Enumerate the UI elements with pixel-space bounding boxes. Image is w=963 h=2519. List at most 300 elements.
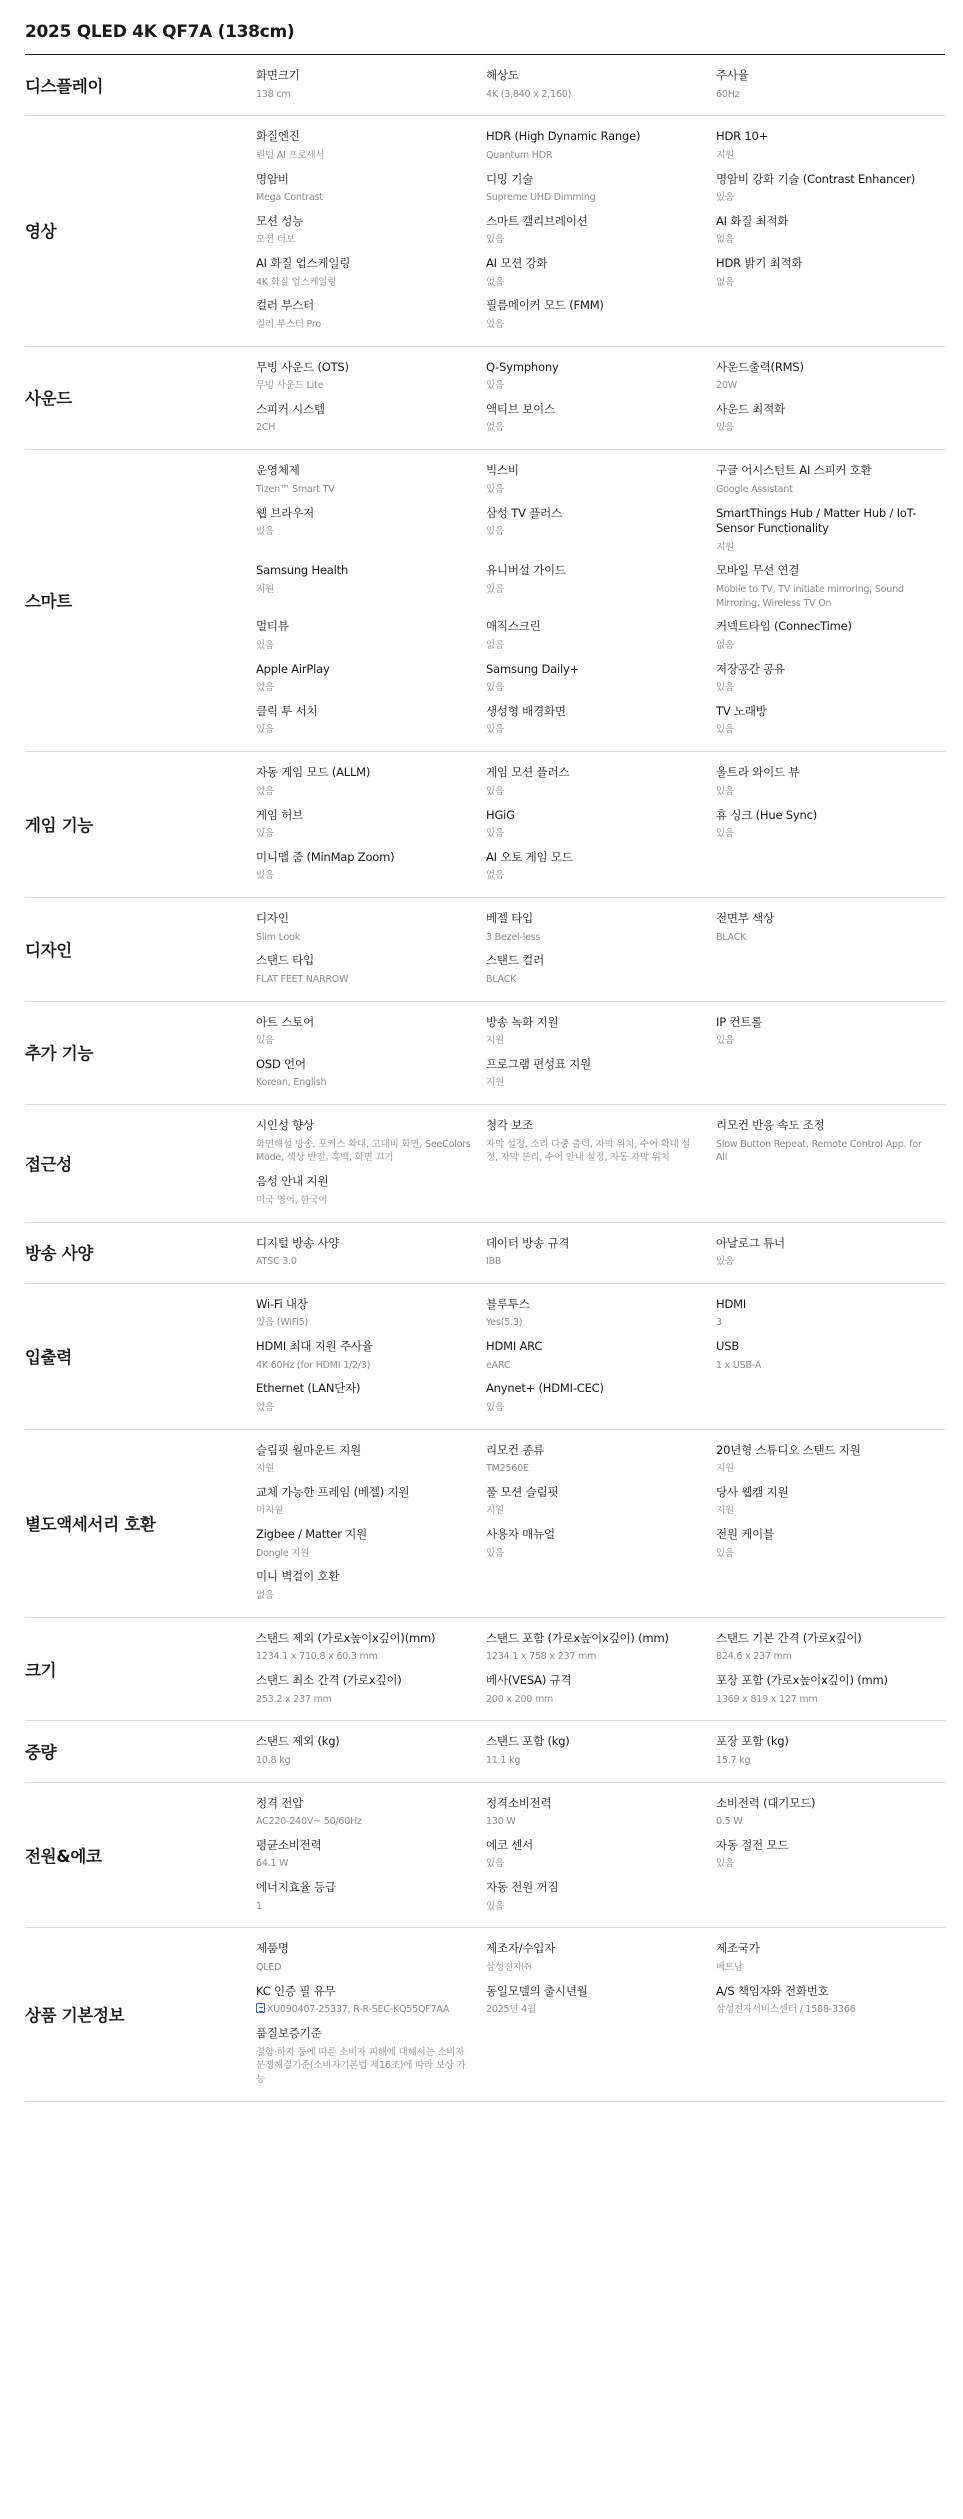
spec-label: 품질보증기준 [256, 2026, 322, 2041]
spec-value: 없음 [256, 1590, 274, 1601]
spec-value: 1234.1 x 758 x 237 mm [486, 1651, 597, 1663]
spec-item [486, 619, 716, 652]
spec-label: 자동 절전 모드 [716, 1837, 789, 1852]
spec-item [256, 1796, 486, 1829]
spec-value: 없음 [716, 639, 734, 651]
spec-item [486, 1339, 716, 1372]
spec-label: 무빙 사운드 (OTS) [256, 359, 349, 374]
spec-label: 자동 게임 모드 (ALLM) [256, 765, 371, 780]
spec-value-text: XU090407-25337, R-R-SEC-KQ55QF7AA [267, 2004, 450, 2016]
spec-value: 있음 [256, 724, 274, 736]
spec-item [716, 1485, 946, 1518]
spec-value: BLACK [716, 931, 747, 943]
spec-label: 아트 스토어 [256, 1014, 314, 1029]
spec-grid [256, 1015, 946, 1091]
spec-item [716, 68, 946, 101]
spec-grid [256, 1734, 946, 1767]
spec-item [486, 911, 716, 944]
spec-section [25, 752, 945, 898]
spec-value: Quantum HDR [486, 149, 553, 161]
spec-label: TV 노래방 [716, 703, 767, 718]
spec-section [25, 1430, 945, 1618]
spec-value: 200 x 200 mm [486, 1693, 554, 1705]
spec-label: 컬러 부스터 [256, 298, 314, 313]
spec-label: 데이터 방송 규격 [486, 1235, 570, 1250]
spec-item [256, 1236, 486, 1269]
spec-section [25, 1002, 945, 1106]
spec-item [486, 1443, 716, 1476]
spec-item [716, 1118, 946, 1165]
spec-item [716, 563, 946, 610]
spec-item [716, 765, 946, 798]
spec-value: 없음 [486, 276, 504, 288]
spec-label: 필름메이커 모드 (FMM) [486, 298, 604, 313]
spec-value: 지원 [716, 149, 734, 161]
spec-value: 2025년 4월 [486, 2004, 536, 2016]
section-title: 전원&에코 [25, 1846, 102, 1866]
spec-value: 있음 [256, 785, 274, 797]
spec-item [486, 214, 716, 247]
spec-section [25, 347, 945, 451]
spec-label: 제조국가 [716, 1941, 760, 1956]
spec-item [486, 1015, 716, 1048]
spec-label: 프로그램 편성표 지원 [486, 1056, 592, 1071]
spec-item [256, 1339, 486, 1372]
spec-value: 지원 [716, 1505, 734, 1517]
spec-label: 디지털 방송 사양 [256, 1235, 340, 1250]
spec-item [716, 256, 946, 289]
spec-value: 없음 [486, 870, 504, 882]
spec-value: QLED [256, 1961, 282, 1973]
spec-value: 있음 [486, 380, 504, 392]
spec-item [256, 1118, 486, 1165]
spec-label: 제품명 [256, 1941, 289, 1956]
spec-label: 정격 전압 [256, 1795, 304, 1810]
section-title: 접근성 [25, 1154, 72, 1174]
spec-item [486, 1984, 716, 2017]
spec-label: 제조자/수입자 [486, 1941, 556, 1956]
spec-value: ATSC 3.0 [256, 1256, 297, 1268]
spec-item [486, 953, 716, 986]
spec-grid [256, 1297, 946, 1415]
spec-label: 풀 모션 슬림핏 [486, 1484, 559, 1499]
spec-label: 동일모델의 출시년월 [486, 1983, 588, 1998]
spec-section [25, 1284, 945, 1430]
spec-item [256, 172, 486, 205]
spec-value: 있음 (WiFi5) [256, 1317, 309, 1329]
spec-value: 있음 [486, 828, 504, 840]
spec-label: 미니맵 줌 (MinMap Zoom) [256, 849, 395, 864]
spec-item [256, 1527, 486, 1560]
spec-value: 지원 [486, 1035, 504, 1047]
spec-section [25, 1721, 945, 1782]
spec-item [256, 619, 486, 652]
spec-item [486, 808, 716, 841]
spec-value: IBB [486, 1256, 502, 1268]
spec-value: 있음 [256, 639, 274, 651]
spec-value: 2CH [256, 422, 276, 434]
spec-value: 있음 [716, 724, 734, 736]
section-title: 중량 [25, 1742, 57, 1762]
spec-item [486, 360, 716, 393]
spec-label: HDR (High Dynamic Range) [486, 129, 641, 144]
spec-label: 화질엔진 [256, 129, 300, 144]
spec-value: 있음 [256, 1401, 274, 1413]
spec-label: 자동 전원 꺼짐 [486, 1880, 559, 1895]
spec-label: 에너지효율 등급 [256, 1880, 336, 1895]
spec-item [716, 1941, 946, 1974]
spec-item [256, 1174, 486, 1207]
spec-section [25, 55, 945, 116]
spec-item [716, 1015, 946, 1048]
spec-item [716, 704, 946, 737]
spec-label: 슬림핏 월마운트 지원 [256, 1442, 362, 1457]
spec-value: Google Assistant [716, 483, 793, 495]
spec-label: 블루투스 [486, 1296, 530, 1311]
spec-label: 게임 모션 플러스 [486, 765, 570, 780]
spec-grid [256, 129, 946, 331]
spec-sections [25, 55, 945, 2102]
spec-item [256, 1734, 486, 1767]
spec-item [256, 1443, 486, 1476]
spec-value: 있음 [716, 682, 734, 694]
spec-label: 유니버설 가이드 [486, 563, 566, 578]
spec-label: 저장공간 공유 [716, 661, 785, 676]
spec-label: 음성 안내 지원 [256, 1174, 329, 1189]
spec-label: 스피커 시스템 [256, 401, 325, 416]
spec-label: 전면부 색상 [716, 911, 774, 926]
spec-item [716, 402, 946, 435]
section-title: 입출력 [25, 1347, 72, 1367]
spec-label: 방송 녹화 지원 [486, 1014, 559, 1029]
spec-label: 교체 가능한 프레임 (베젤) 지원 [256, 1484, 410, 1499]
spec-label: 스탠드 포함 (가로x높이x깊이) (mm) [486, 1630, 669, 1645]
spec-value: 있음 [716, 1547, 734, 1559]
spec-label: HDR 10+ [716, 129, 769, 144]
spec-label: 포장 포함 (kg) [716, 1734, 789, 1749]
spec-label: 명암비 [256, 171, 289, 186]
spec-item [716, 1631, 946, 1664]
spec-label: A/S 책임자와 전화번호 [716, 1983, 829, 1998]
spec-item [716, 662, 946, 695]
spec-item [716, 1339, 946, 1372]
spec-value: Slim Look [256, 931, 301, 943]
section-title: 디자인 [25, 940, 72, 960]
spec-value: 퀀텀 AI 프로세서 [256, 149, 325, 161]
spec-label: 모바일 무선 연결 [716, 563, 800, 578]
spec-item [716, 506, 946, 555]
spec-value: 무빙 사운드 Lite [256, 380, 324, 392]
spec-value: Korean, English [256, 1077, 327, 1089]
spec-label: 스탠드 기본 간격 (가로x깊이) [716, 1630, 862, 1645]
spec-value: 모션 터보 [256, 234, 295, 246]
spec-label: 평균소비전력 [256, 1837, 322, 1852]
spec-item [486, 1734, 716, 1767]
section-title: 영상 [25, 222, 57, 242]
spec-label: 베젤 타입 [486, 911, 534, 926]
spec-label: 디밍 기술 [486, 171, 534, 186]
spec-value: 130 W [486, 1816, 516, 1828]
spec-value: 있음 [486, 785, 504, 797]
spec-value: 있음 [716, 422, 734, 434]
spec-label: 게임 허브 [256, 807, 304, 822]
spec-label: 모션 성능 [256, 213, 304, 228]
section-title: 디스플레이 [25, 76, 104, 96]
spec-value: 화면해설 방송, 포커스 확대, 고대비 화면, SeeColors Mode, 색상 반전, 흑백, 화면 끄기 [256, 1138, 471, 1164]
spec-value: 64.1 W [256, 1858, 289, 1870]
spec-value: 있음 [256, 870, 274, 882]
spec-item [256, 68, 486, 101]
spec-value: 11.1 kg [486, 1754, 521, 1766]
spec-value: 4K 화질 업스케일링 [256, 276, 337, 288]
spec-label: 스탠드 제외 (가로x높이x깊이)(mm) [256, 1630, 436, 1645]
spec-item [716, 1673, 946, 1706]
spec-value: 미국 영어, 한국어 [256, 1194, 328, 1206]
spec-item [716, 1443, 946, 1476]
spec-label: Samsung Health [256, 563, 349, 578]
spec-item [256, 360, 486, 393]
spec-item [256, 1838, 486, 1871]
spec-label: OSD 언어 [256, 1056, 306, 1071]
spec-label: 20년형 스튜디오 스탠드 지원 [716, 1442, 861, 1457]
spec-grid [256, 360, 946, 436]
spec-value: 있음 [486, 1401, 504, 1413]
spec-label: Samsung Daily+ [486, 661, 580, 676]
document-icon [256, 2003, 265, 2013]
spec-item [486, 298, 716, 331]
spec-item [256, 953, 486, 986]
spec-grid [256, 1118, 946, 1207]
section-title: 크기 [25, 1660, 57, 1680]
spec-section [25, 1928, 945, 2101]
spec-label: 스탠드 타입 [256, 953, 314, 968]
spec-item [486, 1118, 716, 1165]
spec-value: AC220-240V~ 50/60Hz [256, 1816, 362, 1828]
spec-item [486, 704, 716, 737]
spec-label: AI 모션 강화 [486, 256, 548, 271]
spec-grid [256, 1941, 946, 2086]
spec-item [256, 765, 486, 798]
spec-value: 60Hz [716, 88, 740, 100]
spec-value: Dongle 지원 [256, 1547, 310, 1559]
spec-value: 없음 [716, 234, 734, 246]
spec-item [716, 360, 946, 393]
spec-item [716, 1527, 946, 1560]
spec-value: 있음 [486, 1547, 504, 1559]
spec-label: IP 컨트롤 [716, 1014, 763, 1029]
spec-value: Slow Button Repeat, Remote Control App. for All [716, 1138, 922, 1164]
spec-section [25, 1618, 945, 1722]
spec-value: 지원 [486, 1505, 504, 1517]
spec-value: 4K 60Hz (for HDMI 1/2/3) [256, 1359, 371, 1371]
spec-value: 베트남 [716, 1961, 743, 1973]
spec-grid [256, 1631, 946, 1707]
spec-item [256, 506, 486, 555]
spec-section [25, 1105, 945, 1222]
spec-item [486, 1297, 716, 1330]
spec-label: Wi-Fi 내장 [256, 1296, 308, 1311]
spec-label: 화면크기 [256, 68, 300, 82]
spec-value: 1 [256, 1900, 262, 1912]
spec-value: 0.5 W [716, 1816, 743, 1828]
spec-item [256, 808, 486, 841]
spec-value: 있음 [486, 583, 504, 595]
spec-label: 사용자 매뉴얼 [486, 1527, 555, 1542]
spec-item [486, 1880, 716, 1913]
spec-section [25, 1223, 945, 1284]
spec-item [256, 129, 486, 162]
spec-value: 없음 [716, 276, 734, 288]
page-title: 2025 QLED 4K QF7A (138cm) [25, 22, 945, 55]
spec-item [486, 765, 716, 798]
spec-item [256, 1485, 486, 1518]
spec-grid [256, 1236, 946, 1269]
spec-label: USB [716, 1339, 740, 1354]
spec-grid [256, 68, 946, 101]
spec-label: 스탠드 최소 간격 (가로x깊이) [256, 1673, 402, 1688]
spec-label: 디자인 [256, 911, 289, 926]
spec-item [716, 1796, 946, 1829]
spec-value: 있음 [716, 1035, 734, 1047]
spec-item [486, 1381, 716, 1414]
spec-value: 미지원 [256, 1505, 283, 1517]
spec-label: Apple AirPlay [256, 661, 330, 676]
spec-item [256, 704, 486, 737]
spec-label: HDR 밝기 최적화 [716, 256, 803, 271]
spec-value: 있음 [256, 828, 274, 840]
spec-label: 스탠드 포함 (kg) [486, 1734, 570, 1749]
spec-label: Ethernet (LAN단자) [256, 1381, 361, 1396]
spec-value: 15.7 kg [716, 1754, 751, 1766]
spec-section [25, 1783, 945, 1929]
spec-value: FLAT FEET NARROW [256, 973, 349, 985]
spec-label: 액티브 보이스 [486, 401, 555, 416]
section-title: 상품 기본정보 [25, 2006, 125, 2026]
spec-item [716, 129, 946, 162]
spec-section [25, 116, 945, 346]
spec-label: HDMI [716, 1296, 747, 1311]
spec-label: 울트라 와이드 뷰 [716, 765, 800, 780]
section-title: 방송 사양 [25, 1244, 94, 1264]
spec-item [256, 463, 486, 496]
spec-value: 있음 [716, 192, 734, 204]
section-title: 별도액세서리 호환 [25, 1514, 156, 1534]
spec-grid [256, 911, 946, 987]
spec-item [716, 463, 946, 496]
spec-value: Mega Contrast [256, 192, 323, 204]
spec-label: 사운드출력(RMS) [716, 359, 804, 374]
spec-section [25, 450, 945, 752]
spec-item [256, 256, 486, 289]
spec-label: 휴 싱크 (Hue Sync) [716, 807, 817, 822]
spec-value: 지원 [256, 1463, 274, 1475]
spec-label: 커넥트타임 (ConnecTime) [716, 619, 852, 634]
spec-label: 해상도 [486, 68, 519, 82]
spec-label: 스탠드 컬러 [486, 953, 544, 968]
spec-label: 스마트 캘리브레이션 [486, 213, 588, 228]
spec-label: 소비전력 (대기모드) [716, 1795, 816, 1810]
spec-item [256, 1297, 486, 1330]
spec-item [256, 1015, 486, 1048]
spec-value: 있음 [486, 234, 504, 246]
spec-item [486, 1941, 716, 1974]
spec-item [486, 256, 716, 289]
spec-item [486, 1838, 716, 1871]
spec-label: 삼성 TV 플러스 [486, 505, 562, 520]
spec-item [256, 1631, 486, 1664]
spec-item [716, 1236, 946, 1269]
spec-value: 있음 [256, 526, 274, 538]
spec-item [486, 129, 716, 162]
spec-label: KC 인증 필 유무 [256, 1983, 336, 1998]
spec-grid [256, 765, 946, 883]
spec-label: SmartThings Hub / Matter Hub / IoT-Sensor Functionality [716, 505, 917, 536]
spec-item [256, 402, 486, 435]
spec-value: 삼성전자㈜ [486, 1961, 532, 1973]
spec-value: 있음 [716, 1858, 734, 1870]
spec-value: 있음 [486, 483, 504, 495]
spec-value: 지원 [716, 541, 734, 553]
spec-item [486, 563, 716, 610]
spec-grid [256, 1796, 946, 1914]
spec-label: HDMI ARC [486, 1339, 543, 1354]
spec-label: 당사 웹캠 지원 [716, 1484, 789, 1499]
spec-label: Anynet+ (HDMI-CEC) [486, 1381, 604, 1396]
spec-value: 있음 [486, 526, 504, 538]
spec-value: 있음 [486, 318, 504, 330]
spec-item [716, 911, 946, 944]
spec-section [25, 898, 945, 1002]
spec-label: AI 화질 업스케일링 [256, 256, 351, 271]
spec-value: 자막 설정, 소리 다중 출력, 자막 위치, 수어 확대 설정, 자막 분리, 수어 안내 설정, 자동 자막 위치 [486, 1138, 691, 1164]
spec-item [486, 1485, 716, 1518]
spec-item [256, 2026, 486, 2087]
spec-value: 3 Bezel-less [486, 931, 541, 943]
spec-item [256, 214, 486, 247]
spec-value: 삼성전자서비스센터 / 1588-3366 [716, 2004, 856, 2016]
spec-label: 생성형 배경화면 [486, 703, 566, 718]
section-title: 게임 기능 [25, 816, 94, 836]
spec-item [486, 463, 716, 496]
spec-label: 구글 어시스턴트 AI 스피커 호환 [716, 463, 872, 478]
spec-item [716, 808, 946, 841]
section-title: 추가 기능 [25, 1044, 94, 1064]
spec-item [486, 1057, 716, 1090]
spec-label: AI 화질 최적화 [716, 213, 789, 228]
spec-label: HDMI 최대 지원 주사율 [256, 1339, 373, 1354]
spec-label: HGiG [486, 807, 515, 822]
spec-label: 전원 케이블 [716, 1527, 774, 1542]
spec-item [716, 1297, 946, 1330]
spec-label: 포장 포함 (가로x높이x깊이) (mm) [716, 1673, 888, 1688]
section-title: 스마트 [25, 592, 72, 612]
spec-grid [256, 463, 946, 737]
spec-value: 결함·하자 등에 따른 소비자 피해에 대해서는 소비자분쟁해결기준(소비자기본법 제16조)에 따라 보상 가능 [256, 2046, 466, 2086]
spec-value: 있음 [716, 1256, 734, 1268]
spec-value: 있음 [256, 682, 274, 694]
spec-value: 138 cm [256, 88, 291, 100]
spec-value: 지원 [716, 1463, 734, 1475]
spec-item [486, 172, 716, 205]
spec-item [256, 1880, 486, 1913]
spec-item [256, 1569, 486, 1602]
spec-item [486, 68, 716, 101]
spec-label: 운영체제 [256, 463, 300, 478]
spec-value: 있음 [486, 724, 504, 736]
spec-value: 없음 [486, 639, 504, 651]
spec-value: 1369 x 819 x 127 mm [716, 1693, 818, 1705]
spec-item [486, 1796, 716, 1829]
